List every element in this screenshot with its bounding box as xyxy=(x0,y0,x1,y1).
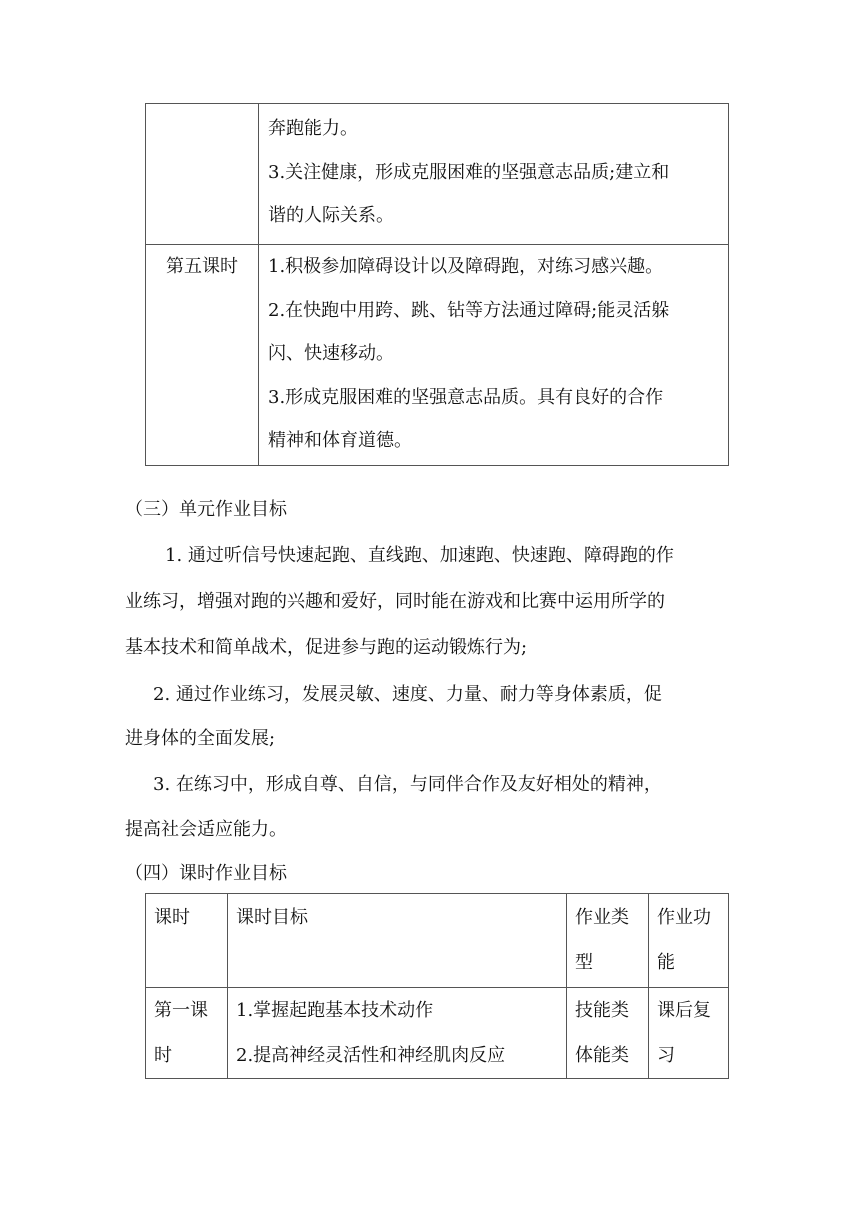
header-cell: 作业功 能 xyxy=(649,894,729,988)
objective-line: 谐的人际关系。 xyxy=(268,205,394,226)
table-row xyxy=(146,104,729,245)
period-cell: 第五课时 xyxy=(146,245,259,466)
objective-line: 1.积极参加障碍设计以及障碍跑，对练习感兴趣。 xyxy=(268,256,664,277)
table-cell: 第一课 时 xyxy=(146,988,228,1079)
table-row xyxy=(146,245,729,466)
table-cell: 技能类 体能类 xyxy=(567,988,649,1079)
header-cell: 课时 xyxy=(146,894,228,988)
table-cell: 1.掌握起跑基本技术动作 2.提高神经灵活性和神经肌肉反应 xyxy=(228,988,567,1079)
paragraph-line: 2. 通过作业练习，发展灵敏、速度、力量、耐力等身体素质，促 xyxy=(153,684,662,705)
paragraph-line: 进身体的全面发展; xyxy=(125,728,276,749)
table-row xyxy=(146,988,729,1079)
objective-line: 2.在快跑中用跨、跳、钻等方法通过障碍;能灵活躲 xyxy=(268,299,670,321)
objective-cell xyxy=(259,104,729,245)
objective-line: 3.关注健康，形成克服困难的坚强意志品质;建立和 xyxy=(268,161,670,183)
objective-line: 奔跑能力。 xyxy=(268,118,358,139)
header-cell: 课时目标 xyxy=(228,894,567,988)
paragraph-line: 1. 通过听信号快速起跑、直线跑、加速跑、快速跑、障碍跑的作 xyxy=(165,545,674,566)
period-cell xyxy=(146,104,259,245)
table-header-row xyxy=(146,894,729,988)
paragraph-line: 3. 在练习中，形成自尊、自信，与同伴合作及友好相处的精神， xyxy=(153,774,662,795)
objective-line: 3.形成克服困难的坚强意志品质。具有良好的合作 xyxy=(268,386,664,408)
paragraph-line: 基本技术和简单战术，促进参与跑的运动锻炼行为; xyxy=(125,637,528,658)
objective-line: 精神和体育道德。 xyxy=(268,430,412,451)
objectives-table xyxy=(145,103,729,466)
table-cell: 课后复 习 xyxy=(649,988,729,1079)
objective-cell xyxy=(259,245,729,466)
header-cell: 作业类 型 xyxy=(567,894,649,988)
lesson-goals-table xyxy=(145,893,729,1079)
section-heading-unit-goals: （三）单元作业目标 xyxy=(125,499,287,520)
section-heading-lesson-goals: （四）课时作业目标 xyxy=(125,863,287,884)
objective-line: 闪、快速移动。 xyxy=(268,343,394,364)
paragraph-line: 提高社会适应能力。 xyxy=(125,819,287,840)
paragraph-line: 业练习，增强对跑的兴趣和爱好，同时能在游戏和比赛中运用所学的 xyxy=(125,591,665,612)
